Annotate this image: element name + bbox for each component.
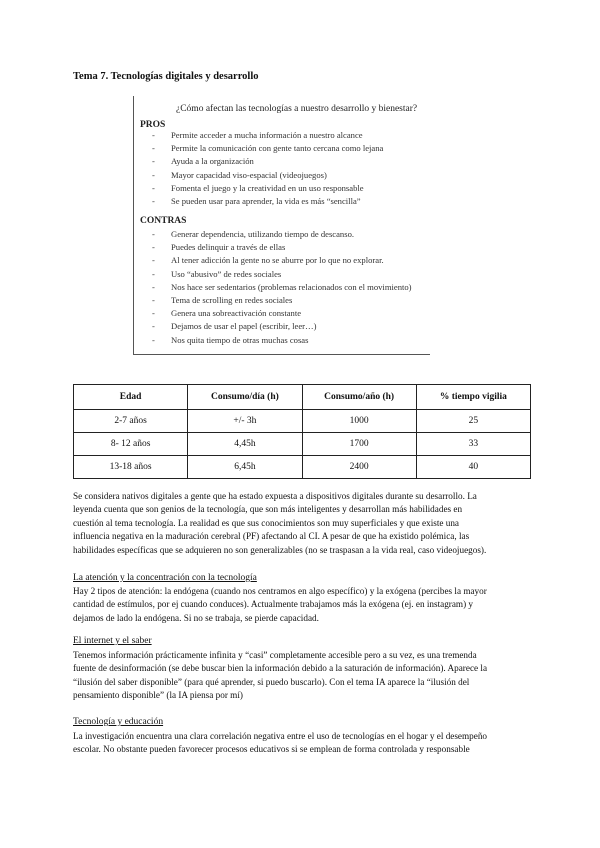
consumption-table <box>73 384 531 479</box>
list-item: - Generar dependencia, utilizando tiempo de descanso. <box>152 229 355 239</box>
list-item: - Uso “abusivo” de redes sociales <box>152 268 282 279</box>
table-row <box>74 456 531 479</box>
heading-tecnologia-educacion: Tecnología y educación <box>73 717 164 727</box>
paragraph-internet-saber: Tenemos información prácticamente infinita y “casi” completamente accesible pero a su vez, es una tremenda fuente de desinformación (se debe buscar bien la información debido a la saturación de información). Aparece la “ilusión del saber disponible” (para qué aprender, si puedo buscarlo). Con el tema IA aparece la “ilusión del pensamiento disponible” (la IA piensa por mí) <box>73 650 488 701</box>
paragraph-tecnologia-educacion: La investigación encuentra una clara correlación negativa entre el uso de tecnologías en el hogar y el desempeño escolar. No obstante pueden favorecer procesos educativos si se emplean de forma controlada y responsable <box>73 731 488 755</box>
table-cell: 1700 <box>302 433 416 456</box>
document-title: Tema 7. Tecnologías digitales y desarrollo <box>73 71 259 82</box>
list-item: - Al tener adicción la gente no se aburre por lo que no explorar. <box>152 255 384 266</box>
table-cell: 4,45h <box>188 433 302 456</box>
table-cell: 1000 <box>302 410 416 433</box>
table-row <box>74 433 531 456</box>
contras-heading: CONTRAS <box>140 216 187 226</box>
list-item: - Se pueden usar para aprender, la vida es más “sencilla” <box>152 195 361 206</box>
table-cell: 6,45h <box>188 456 302 479</box>
paragraph-atencion: Hay 2 tipos de atención: la endógena (cuando nos centramos en algo específico) y la exógena (percibes la mayor cantidad de estímulos, por ej cuando conduces). Actualmente trabajamos más la exógena (ej. en instagram) y dejamos de lado la endógena. Si no se trabaja, se pierde capacidad. <box>73 586 487 623</box>
scan-question: ¿Cómo afectan las tecnologías a nuestro desarrollo y bienestar? <box>176 104 418 114</box>
list-item: - Permite acceder a mucha información a nuestro alcance <box>152 130 363 140</box>
list-item: - Mayor capacidad viso-espacial (videojuegos) <box>152 169 327 180</box>
contras-list <box>152 228 412 347</box>
table-cell: 2-7 años <box>74 410 188 433</box>
table-cell: 33 <box>416 433 530 456</box>
heading-internet-saber: El internet y el saber <box>73 636 152 646</box>
list-item: - Nos quita tiempo de otras muchas cosas <box>152 334 309 345</box>
list-item: - Genera una sobreactivación constante <box>152 308 302 319</box>
list-item: - Tema de scrolling en redes sociales <box>152 294 293 305</box>
header-consumo-ano: Consumo/año (h) <box>302 385 416 410</box>
pros-heading: PROS <box>140 120 166 130</box>
table-cell: 13-18 años <box>74 456 188 479</box>
header-tiempo-vigilia: % tiempo vigilia <box>416 385 530 410</box>
table-cell: 40 <box>416 456 530 479</box>
list-item: - Dejamos de usar el papel (escribir, leer…) <box>152 321 317 332</box>
header-edad: Edad <box>74 385 188 410</box>
list-item: - Fomenta el juego y la creatividad en un uso responsable <box>152 182 364 193</box>
table-header-row <box>74 385 531 410</box>
heading-atencion: La atención y la concentración con la tecnología <box>73 573 257 583</box>
list-item: - Nos hace ser sedentarios (problemas relacionados con el movimiento) <box>152 281 412 292</box>
paragraph-nativos-digitales: Se considera nativos digitales a gente que ha estado expuesta a dispositivos digitales durante su desarrollo. La leyenda cuenta que son genios de la tecnología, que son más inteligentes y desarrollan más habilidades en cuestión al tema tecnología. La realidad es que sus conocimientos son muy superficiales y que existe una influencia negativa en la maduración cerebral (PF) afectando al CI. A pesar de que ha existido polémica, las habilidades específicas que se adquieren no son generalizables (no se traspasan a la vida real, caso videojuegos). <box>73 491 487 555</box>
table-row <box>74 410 531 433</box>
table-cell: 25 <box>416 410 530 433</box>
table-cell: 2400 <box>302 456 416 479</box>
list-item: - Puedes delinquir a través de ellas <box>152 242 286 253</box>
table-cell: +/- 3h <box>188 410 302 433</box>
list-item: - Ayuda a la organización <box>152 156 254 167</box>
pros-list <box>152 129 383 208</box>
table-cell: 8- 12 años <box>74 433 188 456</box>
list-item: - Permite la comunicación con gente tanto cercana como lejana <box>152 143 384 154</box>
header-consumo-dia: Consumo/día (h) <box>188 385 302 410</box>
